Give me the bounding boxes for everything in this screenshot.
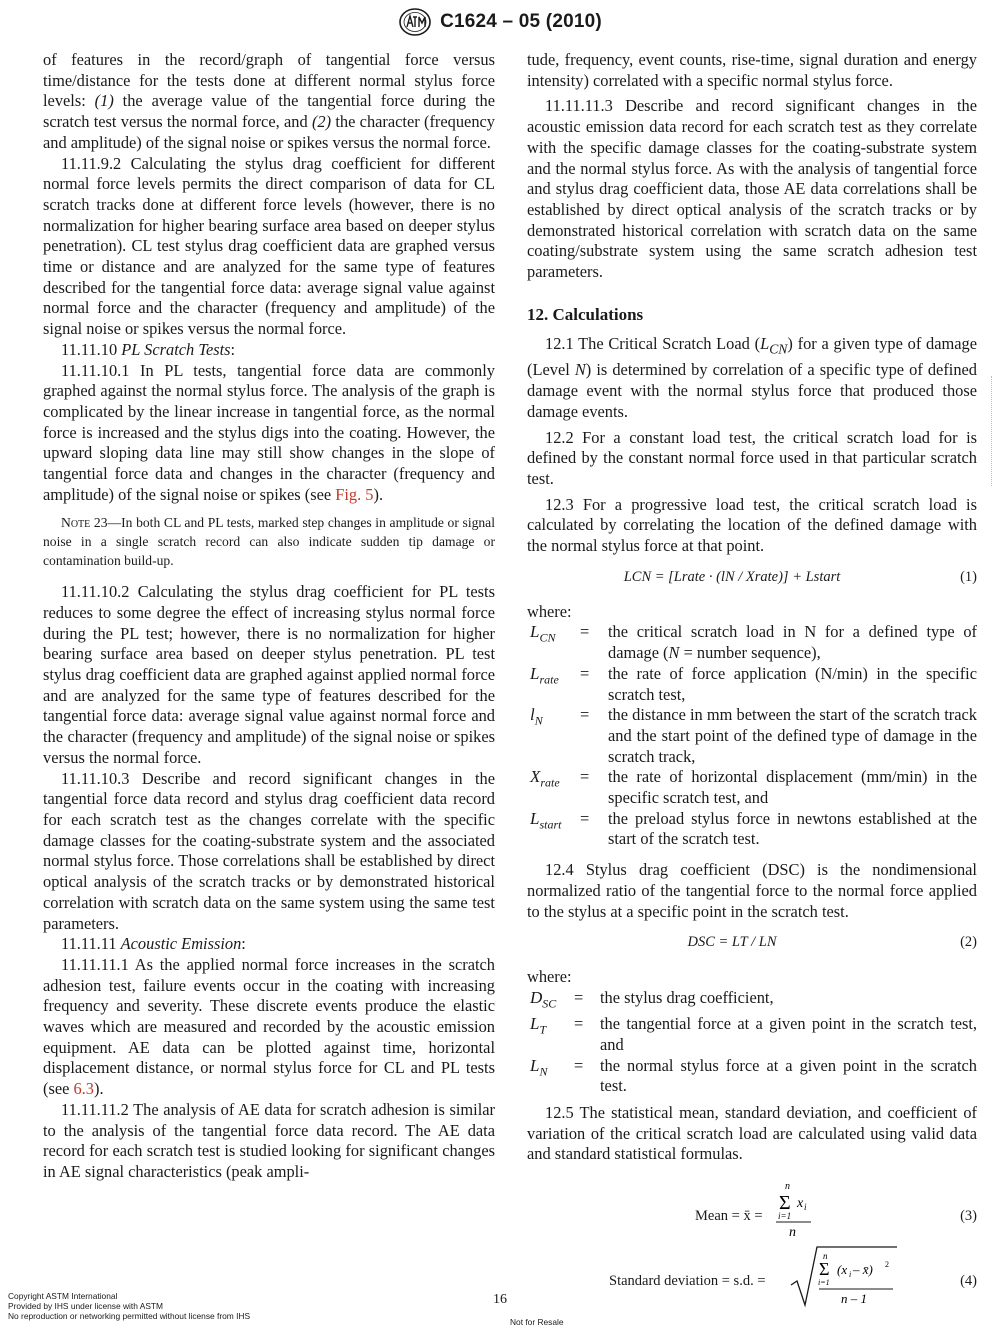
paragraph-11-11-9-2: 11.11.9.2 Calculating the stylus drag coefficient for different normal force levels permits the direct comparison of data for CL scratch tracks done at different force levels (however, there is no normalization for higher bearing surface area based on deeper stylus penetration). CL test stylus drag coefficient data are graphed versus time or distance and are analyzed for the same type of features described for the tangential force data: average signal value against normal force and the character (frequency and amplitude) of the signal noise or spikes versus the normal force.: [43, 153, 495, 339]
margin-marker: [991, 376, 998, 486]
paragraph-12-5: 12.5 The statistical mean, standard deviation, and coefficient of variation of the critical scratch load are calculated using valid data and standard statistical formulas.: [527, 1102, 977, 1164]
variable-subscript: N: [539, 1063, 548, 1078]
paragraph-11-11-11-1: 11.11.11.1 As the applied normal force increases in the scratch adhesion test, failure events occur in the coating with increasing frequency and severity. These discrete events produce the elastic waves which are measured and recorded by the acoustic emission equipment. AE data can be plotted against time, horizontal displacement distance, or normal stylus force for CL and PL tests (see 6.3).: [43, 954, 495, 1099]
footer-line: Copyright ASTM International: [8, 1291, 118, 1301]
equation-4-label: Standard deviation = s.d. =: [609, 1273, 766, 1290]
where-label: where:: [527, 601, 572, 621]
definition-row: [527, 664, 977, 705]
left-column: [43, 50, 495, 1183]
paragraph-12-4: 12.4 Stylus drag coefficient (DSC) is the nondimensional normalized ratio of the tangential force to the normal force applied to the stylus at a specific point in the scratch test.: [527, 860, 977, 921]
variable-symbol: $L_{start}$: [530, 808, 562, 832]
variable-symbol: $l_N$: [530, 705, 543, 728]
paragraph-12-1: 12.1 The Critical Scratch Load $(L_{CN})$ for a given type of damage (Level N) is determined by correlation of a specific type of defined damage event with the normal stylus force that produced those damage events.: [527, 334, 977, 421]
equals-sign: =: [580, 663, 590, 683]
variable-subscript: SC: [542, 996, 557, 1011]
equation-4-number: (4): [960, 1273, 977, 1290]
mean-fraction-icon: [773, 1179, 843, 1239]
svg-text:Σ: Σ: [819, 1259, 830, 1280]
variable-symbol: $L_N$: [530, 1055, 548, 1078]
definition-row: [527, 809, 977, 850]
variable-definitions-2: [527, 988, 977, 1097]
variable-symbol: $X_{rate}$: [530, 767, 560, 790]
variable-symbol: $L_{CN}$: [530, 622, 556, 645]
variable-subscript: T: [539, 1022, 547, 1037]
definition-row: [527, 1056, 977, 1097]
equals-sign: =: [580, 808, 590, 828]
equation-2-formula: DSC = LT / LN: [687, 934, 777, 951]
variable-subscript: rate: [540, 775, 560, 790]
svg-text:n: n: [785, 1181, 790, 1193]
equation-3: [527, 1179, 977, 1239]
svg-text:Σ: Σ: [779, 1192, 791, 1215]
svg-text:n: n: [823, 1251, 828, 1262]
astm-logo-icon: [398, 7, 432, 37]
svg-text:i: i: [804, 1202, 807, 1213]
note-23: Note 23—In both CL and PL tests, marked step changes in amplitude or signal noise in a single scratch record can also indicate sudden tip damage or contamination build-up.: [43, 515, 495, 568]
variable-subscript: N: [534, 713, 543, 728]
equation-2: [527, 929, 977, 955]
svg-text:x: x: [797, 1196, 804, 1212]
definition-row: [527, 988, 977, 1014]
equation-3-label: Mean = x̄ =: [695, 1208, 763, 1225]
equals-sign: =: [580, 622, 590, 642]
variable-symbol: $D_{SC}$: [530, 988, 557, 1011]
not-for-resale: Not for Resale: [510, 1317, 564, 1327]
subsection-heading-pl-scratch-tests: 11.11.10 PL Scratch Tests:: [61, 339, 236, 359]
paragraph-11-11-11-2: 11.11.11.2 The analysis of AE data for scratch adhesion is similar to the analysis of the tangential force data record. The AE data record for each scratch test is studied looking for significant changes in AE signal characteristics (peak ampli-: [43, 1099, 495, 1181]
equals-sign: =: [574, 988, 584, 1007]
definition-text: the tangential force at a given point in the scratch test, and: [600, 1014, 977, 1054]
section-6-3-link[interactable]: 6.3: [73, 1079, 94, 1099]
definition-row: [527, 705, 977, 767]
equals-sign: =: [574, 1055, 584, 1075]
definition-text: the rate of force application (N/min) in the specific scratch test,: [608, 663, 977, 704]
subsection-heading-acoustic-emission: 11.11.11 Acoustic Emission:: [61, 934, 246, 954]
svg-text:2: 2: [885, 1260, 889, 1270]
svg-text:i=1: i=1: [818, 1278, 830, 1288]
footer-line: Provided by IHS under license with ASTM: [8, 1301, 164, 1312]
where-label: where:: [527, 967, 572, 987]
equation-1-formula: LCN = [Lrate · (lN / Xrate)] + Lstart: [623, 568, 841, 585]
definition-row: [527, 622, 977, 663]
definition-text: the preload stylus force in newtons established at the start of the scratch test.: [608, 808, 977, 849]
page-header: [0, 6, 1000, 38]
right-column: [527, 50, 977, 1309]
paragraph-12-2: 12.2 For a constant load test, the critical scratch load for is defined by the constant normal force used in that particular scratch test.: [527, 427, 977, 488]
variable-subscript: CN: [539, 630, 556, 645]
svg-text:n: n: [789, 1225, 796, 1240]
definition-row: [527, 767, 977, 808]
variable-symbol: $L_T$: [530, 1014, 547, 1037]
equals-sign: =: [574, 1014, 584, 1034]
definition-text: the rate of horizontal displacement (mm/min) in the specific scratch test, and: [608, 767, 977, 808]
paragraph-11-11-10-3: 11.11.10.3 Describe and record significant changes in the tangential force data record and stylus drag coefficient data record for each scratch test as the changes correlate with the specific damage classes for the coating-substrate system and the associated normal stylus force. Those correlations shall be established by direct optical analysis of the scratch tracks or by demonstrated historical correlation with scratch data on the same system using the same test parameters.: [43, 768, 495, 933]
definition-text: the distance in mm between the start of the scratch track and the start point of the defined type of damage in the scratch track,: [608, 705, 977, 766]
svg-text:n – 1: n – 1: [841, 1291, 867, 1307]
definition-text: the normal stylus force at a given point in the scratch test.: [600, 1055, 977, 1096]
variable-definitions-1: [527, 622, 977, 850]
paragraph: of features in the record/graph of tangential force versus time/distance for the tests done at different normal stylus force levels: (1) the average value of the tangential force during the scratch test versus the normal force, and (2) the character (frequency and amplitude) of the signal noise or spikes versus the normal force.: [43, 50, 495, 152]
variable-subscript: start: [539, 817, 562, 832]
definition-text: the stylus drag coefficient,: [600, 988, 774, 1007]
fig-5-link[interactable]: Fig. 5: [335, 484, 374, 504]
equals-sign: =: [580, 767, 590, 787]
variable-subscript: rate: [539, 672, 559, 687]
paragraph-11-11-10-2: 11.11.10.2 Calculating the stylus drag coefficient for PL tests reduces to some degree the effect of increasing stylus normal force during the PL test; however, there is no normalization for higher bearing surface area based on deeper stylus penetration. PL test stylus drag coefficient data are graphed against applied normal force and are analyzed for the same type of features described for the tangential force data: average signal value against normal force and the character (frequency and amplitude) of the signal noise or spikes versus the normal force.: [43, 582, 495, 767]
variable-symbol: $L_{rate}$: [530, 663, 559, 687]
section-heading-calculations: 12. Calculations: [527, 304, 644, 324]
paragraph-11-11-11-3: 11.11.11.3 Describe and record significant changes in the acoustic emission data record for each scratch test as they correlate with the specific damage classes for the coating-substrate system and the normal stylus force. As with the analysis of tangential force and stylus drag coefficient data, those AE data correlations shall be established by direct optical analysis of the scratch tracks or by demonstrated historical correlation with scratch data on the same coating/substrate system using the same scratch adhesion test parameters.: [527, 96, 977, 282]
svg-text:(x: (x: [837, 1262, 848, 1278]
svg-text:i: i: [849, 1270, 852, 1280]
equals-sign: =: [580, 705, 590, 725]
equation-1-number: (1): [960, 568, 977, 585]
italic-text: N: [668, 643, 680, 663]
paragraph-12-3: 12.3 For a progressive load test, the critical scratch load is calculated by correlating the location of the defined damage with the normal stylus force at that point.: [527, 494, 977, 556]
document-id: C1624 – 05 (2010): [440, 10, 602, 32]
paragraph-11-11-10-1: 11.11.10.1 In PL tests, tangential force data are commonly graphed against the normal stylus force. The analysis of the graph is complicated by the linear increase in tangential force, as the normal force is increased and the stylus digs into the coating. However, the upward sloping data line may still show changes in the slope of tangential force data and changes in the character (frequency and amplitude) of the signal noise or spikes (see Fig. 5).: [43, 360, 495, 504]
equation-1: [527, 564, 977, 590]
page-number: 16: [493, 1292, 507, 1307]
footer-line: No reproduction or networking permitted without license from IHS: [8, 1311, 251, 1322]
svg-text:– x̄): – x̄): [853, 1262, 873, 1278]
paragraph: tude, frequency, event counts, rise-time, signal duration and energy intensity) correlated with a specific normal stylus force.: [527, 50, 977, 90]
definition-text: the critical scratch load in N for a defined type of damage (N = number sequence),: [608, 622, 977, 663]
equation-2-number: (2): [960, 934, 977, 951]
definition-row: [527, 1014, 977, 1055]
equation-3-number: (3): [960, 1208, 977, 1225]
svg-text:i=1: i=1: [778, 1211, 792, 1222]
